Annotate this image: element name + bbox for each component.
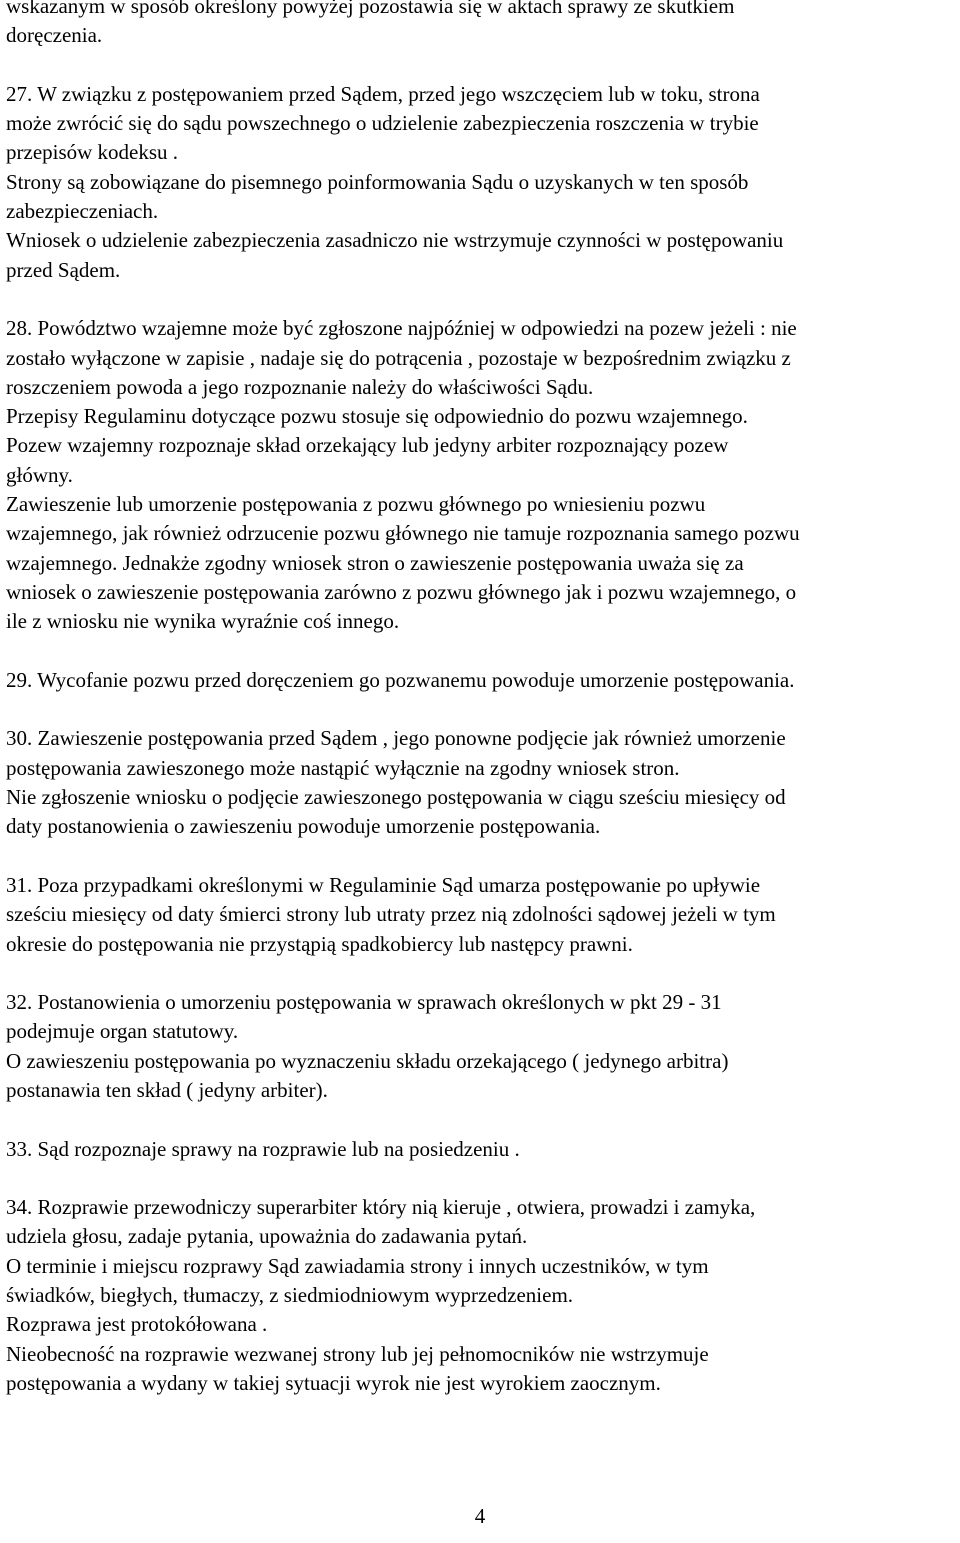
text-line: roszczeniem powoda a jego rozpoznanie należy do właściwości Sądu. [6,374,594,399]
paragraph [6,1252,958,1311]
text-line: Zawieszenie lub umorzenie postępowania z pozwu głównego po wniesieniu pozwu [6,492,706,517]
text-line: wniosek o zawieszenie postępowania zarówno z pozwu głównego jak i pozwu wzajemnego, o [6,579,797,604]
text-line: ile z wniosku nie wynika wyraźnie coś innego. [6,609,400,634]
paragraph [6,1340,958,1399]
text-line: postanawia ten skład ( jedyny arbiter). [6,1077,328,1102]
text-line: 27. W związku z postępowaniem przed Sądem, przed jego wszczęciem lub w toku, strona [6,81,760,106]
text-line: główny. [6,462,73,487]
text-line: 32. Postanowienia o umorzeniu postępowania w sprawach określonych w pkt 29 - 31 [6,990,722,1015]
paragraph [6,783,958,842]
paragraph [6,1135,958,1164]
text-line: przepisów kodeksu . [6,140,179,165]
text-line: zostało wyłączone w zapisie , nadaje się do potrącenia , pozostaje w bezpośrednim związku z [6,345,791,370]
text-line: postępowania a wydany w takiej sytuacji wyrok nie jest wyrokiem zaocznym. [6,1370,661,1395]
text-line: Nieobecność na rozprawie wezwanej strony lub jej pełnomocników nie wstrzymuje [6,1341,709,1366]
paragraph [6,80,958,168]
paragraph [6,1047,958,1106]
text-line: O terminie i miejscu rozprawy Sąd zawiadamia strony i innych uczestników, w tym [6,1253,709,1278]
text-line: wskazanym w sposób określony powyżej pozostawia się w aktach sprawy ze skutkiem [6,0,735,18]
paragraph [6,431,958,490]
text-line: Przepisy Regulaminu dotyczące pozwu stosuje się odpowiednio do pozwu wzajemnego. [6,404,748,429]
paragraph [6,988,958,1047]
paragraph [6,1310,958,1339]
text-line: wzajemnego. Jednakże zgodny wniosek stron o zawieszenie postępowania uważa się za [6,550,744,575]
text-line: podejmuje organ statutowy. [6,1019,239,1044]
paragraph [6,0,958,51]
paragraph [6,871,958,959]
text-line: zabezpieczeniach. [6,199,159,224]
page-number: 4 [474,1504,486,1528]
text-line: Nie zgłoszenie wniosku o podjęcie zawieszonego postępowania w ciągu sześciu miesięcy od [6,785,786,810]
text-line: okresie do postępowania nie przystąpią spadkobiercy lub następcy prawni. [6,931,633,956]
document-body [6,0,958,1398]
paragraph [6,724,958,783]
text-line: 31. Poza przypadkami określonymi w Regulaminie Sąd umarza postępowanie po upływie [6,872,761,897]
paragraph [6,314,958,402]
text-line: 28. Powództwo wzajemne może być zgłoszone najpóźniej w odpowiedzi na pozew jeżeli : nie [6,316,797,341]
text-line: 33. Sąd rozpoznaje sprawy na rozprawie lub na posiedzeniu . [6,1136,520,1161]
text-line: udziela głosu, zadaje pytania, upoważnia do zadawania pytań. [6,1224,528,1249]
paragraph [6,402,958,431]
text-line: postępowania zawieszonego może nastąpić wyłącznie na zgodny wniosek stron. [6,755,680,780]
text-line: daty postanowienia o zawieszeniu powoduje umorzenie postępowania. [6,814,601,839]
text-line: Rozprawa jest protokółowana . [6,1312,268,1337]
text-line: doręczenia. [6,23,103,48]
text-line: 29. Wycofanie pozwu przed doręczeniem go pozwanemu powoduje umorzenie postępowania. [6,667,795,692]
paragraph [6,490,958,636]
text-line: Wniosek o udzielenie zabezpieczenia zasadniczo nie wstrzymuje czynności w postępowaniu [6,228,784,253]
text-line: sześciu miesięcy od daty śmierci strony lub utraty przez nią zdolności sądowej jeżeli w tym [6,902,776,927]
text-line: Strony są zobowiązane do pisemnego poinformowania Sądu o uzyskanych w ten sposób [6,169,749,194]
text-line: świadków, biegłych, tłumaczy, z siedmiodniowym wyprzedzeniem. [6,1283,574,1308]
paragraph [6,168,958,227]
text-line: Pozew wzajemny rozpoznaje skład orzekający lub jedyny arbiter rozpoznający pozew [6,433,729,458]
text-line: przed Sądem. [6,257,121,282]
text-line: 34. Rozprawie przewodniczy superarbiter który nią kieruje , otwiera, prowadzi i zamyka, [6,1195,756,1220]
text-line: wzajemnego, jak również odrzucenie pozwu głównego nie tamuje rozpoznania samego pozwu [6,521,800,546]
text-line: może zwrócić się do sądu powszechnego o udzielenie zabezpieczenia roszczenia w trybie [6,111,759,136]
paragraph [6,226,958,285]
text-line: 30. Zawieszenie postępowania przed Sądem , jego ponowne podjęcie jak również umorzenie [6,726,786,751]
paragraph [6,1193,958,1252]
paragraph [6,666,958,695]
text-line: O zawieszeniu postępowania po wyznaczeniu składu orzekającego ( jedynego arbitra) [6,1048,729,1073]
